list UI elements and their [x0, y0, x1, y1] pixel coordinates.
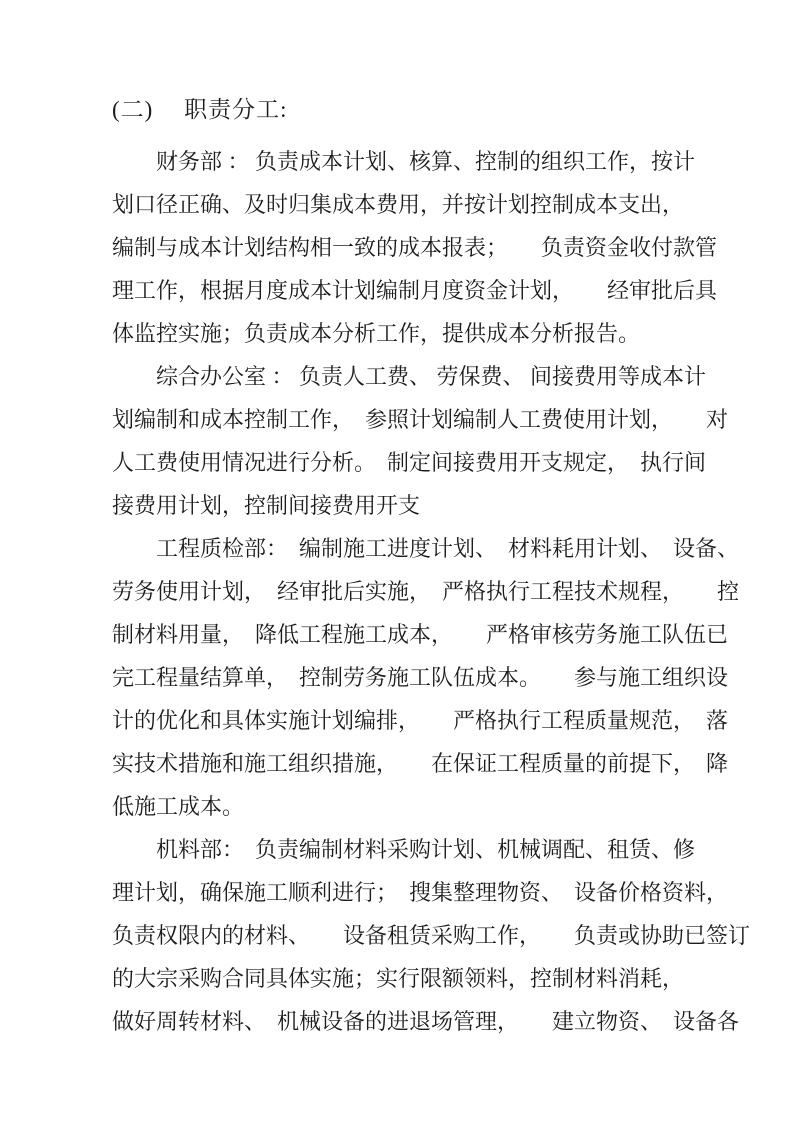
- text-line: 编制与成本计划结构相一致的成本报表； 负责资金收付款管: [112, 235, 718, 260]
- text-line: 工程质检部： 编制施工进度计划、 材料耗用计划、 设备、: [112, 536, 740, 561]
- text-line: 划编制和成本控制工作， 参照计划编制人工费使用计划， 对: [112, 407, 729, 432]
- text-line: 的大宗采购合同具体实施；实行限额领料，控制材料消耗，: [112, 966, 685, 991]
- text-line: 完工程量结算单， 控制劳务施工队伍成本。 参与施工组织设: [112, 665, 729, 690]
- text-line: 体监控实施；负责成本分析工作，提供成本分析报告。: [112, 321, 641, 346]
- text-line: 负责权限内的材料、 设备租赁采购工作， 负责或协助已签订: [112, 923, 751, 948]
- text-line: 制材料用量， 降低工程施工成本， 严格审核劳务施工队伍已: [112, 622, 729, 647]
- text-line: 劳务使用计划， 经审批后实施， 严格执行工程技术规程， 控: [112, 579, 740, 604]
- text-line: 机料部： 负责编制材料采购计划、机械调配、租赁、修: [112, 837, 696, 862]
- text-line: 低施工成本。: [112, 794, 245, 819]
- text-line: 理计划，确保施工顺利进行； 搜集整理物资、 设备价格资料，: [112, 880, 729, 905]
- text-line: 综合办公室 ： 负责人工费、 劳保费、 间接费用等成本计: [112, 364, 707, 389]
- text-line: 计的优化和具体实施计划编排， 严格执行工程质量规范， 落: [112, 708, 729, 733]
- text-line: 财务部 ： 负责成本计划、核算、控制的组织工作，按计: [112, 149, 696, 174]
- text-line: 做好周转材料、 机械设备的进退场管理， 建立物资、 设备各: [112, 1009, 740, 1034]
- text-line: 理工作，根据月度成本计划编制月度资金计划， 经审批后具: [112, 278, 718, 303]
- text-line: 接费用计划，控制间接费用开支: [112, 493, 421, 518]
- text-line: 实技术措施和施工组织措施， 在保证工程质量的前提下， 降: [112, 751, 729, 776]
- document-body: [112, 140, 751, 1043]
- text-line: 人工费使用情况进行分析。 制定间接费用开支规定， 执行间: [112, 450, 707, 475]
- page-title: (二) 职责分工:: [112, 97, 288, 122]
- text-line: 划口径正确、及时归集成本费用，并按计划控制成本支出，: [112, 192, 685, 217]
